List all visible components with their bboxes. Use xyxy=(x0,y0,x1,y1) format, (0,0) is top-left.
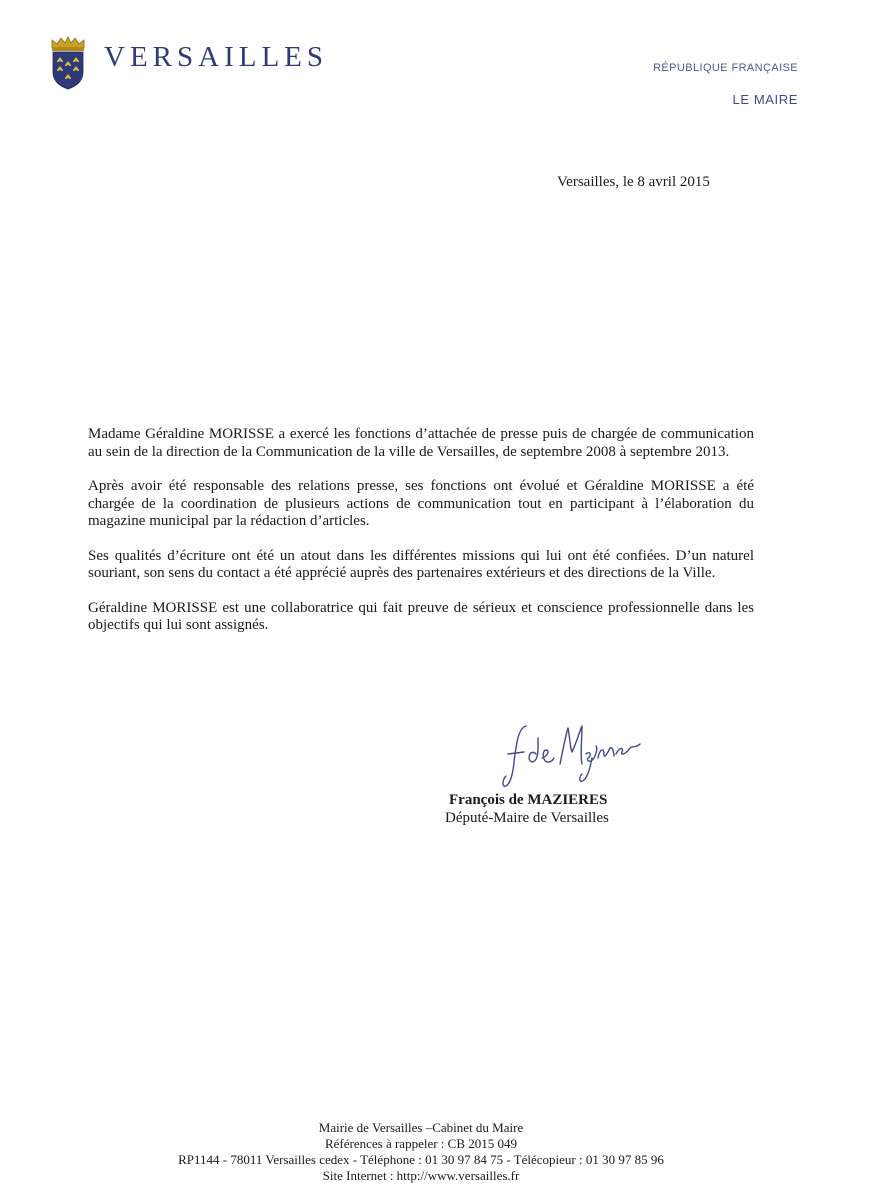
letter-footer xyxy=(0,1120,842,1184)
paragraph-1: Madame Géraldine MORISSE a exercé les fonctions d’attachée de presse puis de chargée de communication au sein de la direction de la Communication de la ville de Versailles, de septembre 2008 à septembre 2013. xyxy=(88,426,754,460)
letter-date: Versailles, le 8 avril 2015 xyxy=(557,174,710,190)
office-label: LE MAIRE xyxy=(732,92,798,107)
signer-name: François de MAZIERES xyxy=(449,792,608,808)
republic-label: RÉPUBLIQUE FRANÇAISE xyxy=(653,62,798,74)
paragraph-2: Après avoir été responsable des relations presse, ses fonctions ont évolué et Géraldine MORISSE a été chargée de la coordination de plusieurs actions de communication tout en participant à l’élaboration du magazine municipal par la rédaction d’articles. xyxy=(88,478,754,529)
signer-title: Député-Maire de Versailles xyxy=(445,810,609,826)
footer-address-phone: RP1144 - 78011 Versailles cedex - Téléphone : 01 30 97 84 75 - Télécopieur : 01 30 97 85 96 xyxy=(178,1152,664,1167)
footer-reference: Références à rappeler : CB 2015 049 xyxy=(324,1136,518,1151)
paragraph-3: Ses qualités d’écriture ont été un atout dans les différentes missions qui lui ont été confiées. D’un naturel souriant, son sens du contact a été apprécié auprès des partenaires extérieurs et des directions de la Ville. xyxy=(88,547,754,581)
handwritten-signature xyxy=(496,718,644,790)
paragraph-4: Géraldine MORISSE est une collaboratrice qui fait preuve de sérieux et conscience professionnelle dans les objectifs qui lui sont assignés. xyxy=(88,599,754,633)
city-brand-name: VERSAILLES xyxy=(104,41,328,73)
versailles-coat-of-arms-icon xyxy=(49,36,87,90)
footer-office: Mairie de Versailles –Cabinet du Maire xyxy=(318,1120,524,1135)
footer-website: Site Internet : http://www.versailles.fr xyxy=(322,1168,520,1183)
letter-body xyxy=(88,426,754,635)
